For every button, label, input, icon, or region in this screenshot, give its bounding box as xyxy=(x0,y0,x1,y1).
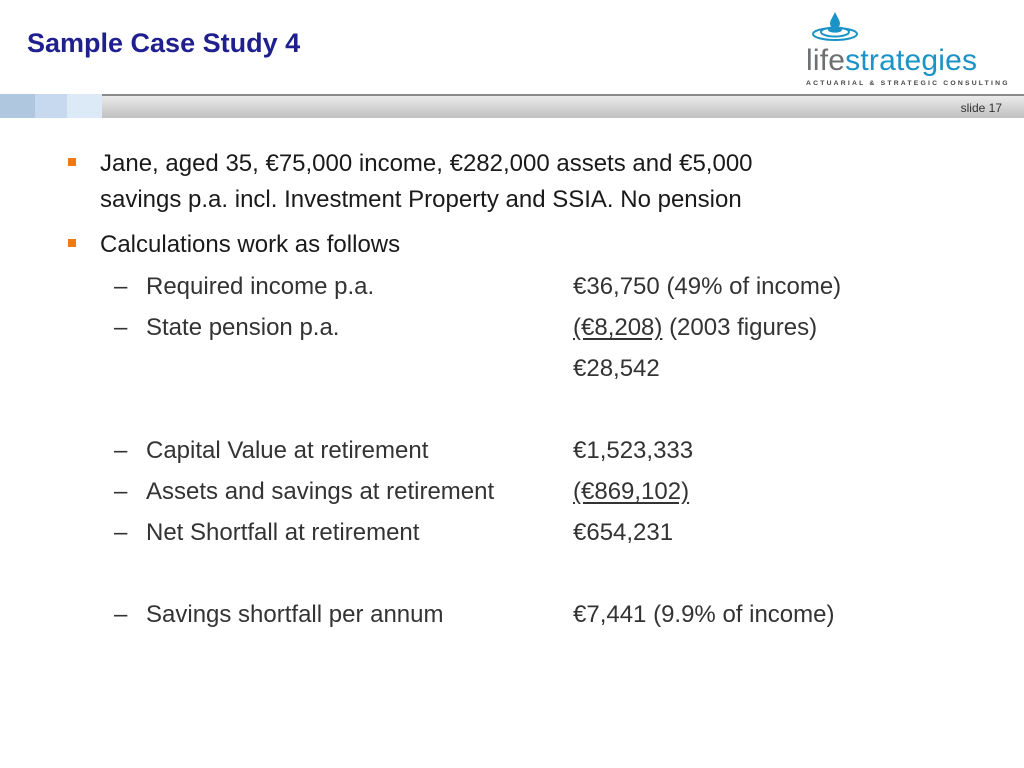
calc-label: Assets and savings at retirement xyxy=(146,478,495,505)
calc-value: €28,542 xyxy=(573,355,660,382)
calc-label: Net Shortfall at retirement xyxy=(146,519,420,546)
water-drop-icon xyxy=(810,10,860,46)
calc-value-group xyxy=(573,600,834,630)
dash-marker: – xyxy=(114,314,128,341)
slide-title: Sample Case Study 4 xyxy=(27,28,301,58)
bullet-text: Calculations work as follows xyxy=(100,231,401,258)
calc-label: Capital Value at retirement xyxy=(146,437,429,464)
band-rule xyxy=(102,94,1024,96)
calc-value: €654,231 xyxy=(573,519,674,546)
bullet-text: savings p.a. incl. Investment Property and SSIA. No pension xyxy=(100,186,742,213)
calc-value-group xyxy=(573,313,817,343)
calc-value-group xyxy=(573,477,689,507)
bullet-text: Jane, aged 35, €75,000 income, €282,000 assets and €5,000 xyxy=(100,150,753,177)
calc-value: (€8,208) xyxy=(573,314,663,341)
bullet-square-icon xyxy=(68,158,76,166)
calc-note: (49% of income) xyxy=(666,273,842,300)
logo-word-life: life xyxy=(806,44,846,77)
calc-value: €1,523,333 xyxy=(573,437,694,464)
band-square xyxy=(67,94,102,118)
calc-note: (9.9% of income) xyxy=(653,601,835,628)
dash-marker: – xyxy=(114,519,128,546)
logo-tagline: ACTUARIAL & STRATEGIC CONSULTING xyxy=(806,80,1010,87)
calc-value: €7,441 xyxy=(573,601,647,628)
company-logo xyxy=(800,10,1010,94)
calc-value: (€869,102) xyxy=(573,478,690,505)
calc-value-group xyxy=(573,272,841,302)
dash-marker: – xyxy=(114,478,128,505)
band-square xyxy=(35,94,67,118)
dash-marker: – xyxy=(114,601,128,628)
calc-label: Savings shortfall per annum xyxy=(146,601,444,628)
band-square xyxy=(0,94,35,118)
calc-note: (2003 figures) xyxy=(669,314,818,341)
bullet-square-icon xyxy=(68,239,76,247)
slide-number: slide 17 xyxy=(960,101,1002,115)
dash-marker: – xyxy=(114,437,128,464)
calc-label: Required income p.a. xyxy=(146,273,375,300)
dash-marker: – xyxy=(114,273,128,300)
logo-wordmark xyxy=(806,46,977,76)
logo-word-strategies: strategies xyxy=(845,44,978,77)
header-band xyxy=(0,94,1024,118)
calc-value: €36,750 xyxy=(573,273,660,300)
calc-label: State pension p.a. xyxy=(146,314,340,341)
